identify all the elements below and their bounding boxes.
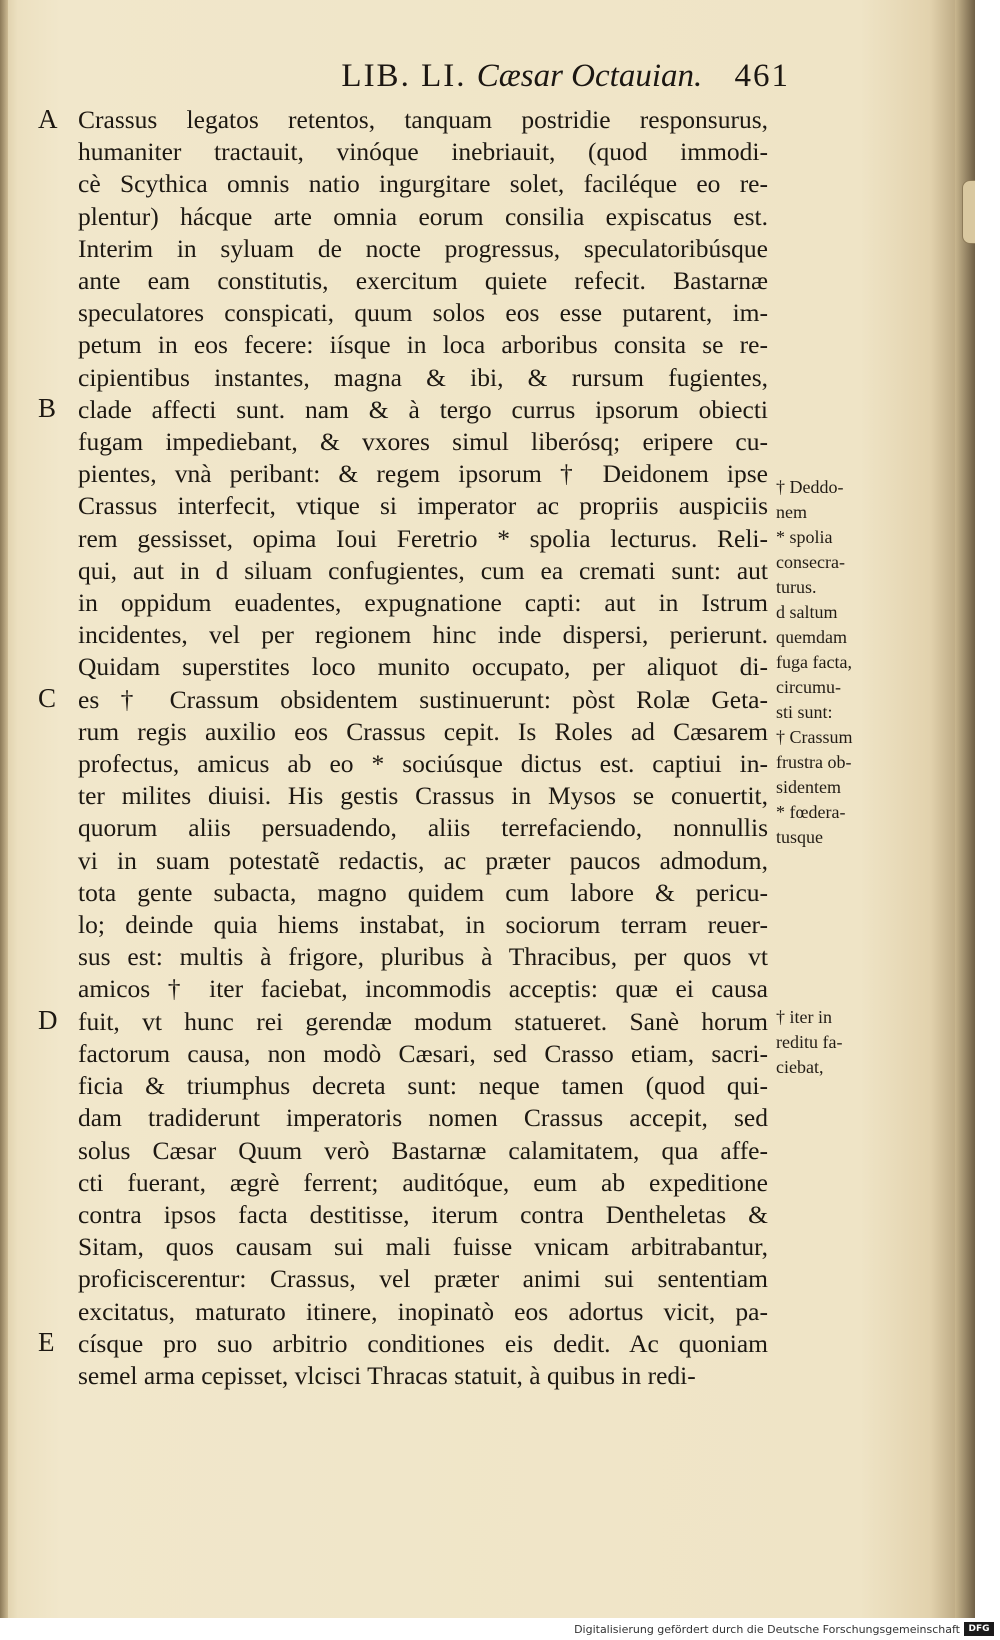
margin-note-line: tusque: [776, 827, 823, 847]
margin-note-line: fuga facta,: [776, 652, 852, 672]
margin-note: [776, 725, 906, 800]
body-text: [78, 104, 768, 1392]
running-title: Cæsar Octauian.: [476, 58, 703, 94]
dfg-logo: DFG: [964, 1622, 994, 1636]
text-line: ter milites diuisi. His gestis Crassus in Mysos se conuertit,: [78, 781, 768, 811]
section-letter-b: B: [38, 393, 57, 423]
text-line: cè Scythica omnis natio ingurgitare solet, faciléque eo re-: [78, 169, 768, 199]
margin-note-line: † Deddo-: [776, 477, 844, 497]
funding-credit: Digitalisierung gefördert durch die Deutsche Forschungsgemeinschaft: [574, 1623, 960, 1636]
text-line: in oppidum euadentes, expugnatione capti: aut in Istrum: [78, 588, 768, 618]
text-line: fuit, vt hunc rei gerendæ modum statueret. Sanè horum: [78, 1006, 768, 1036]
text-line: plentur) hácque arte omnia eorum consilia expiscatus est.: [78, 201, 768, 231]
page-tab: [962, 180, 975, 244]
text-line: incidentes, vel per regionem hinc inde dispersi, perierunt.: [78, 620, 768, 650]
text-line: císque pro suo arbitrio conditiones eis dedit. Ac quoniam: [78, 1328, 768, 1358]
text-line: Sitam, quos causam sui mali fuisse vnicam arbitrabantur,: [78, 1232, 768, 1262]
margin-note: [776, 1005, 906, 1080]
text-line: ficia & triumphus decreta sunt: neque tamen (quod qui-: [78, 1071, 768, 1101]
section-letter-a: A: [38, 104, 58, 134]
margin-note-line: sti sunt:: [776, 702, 833, 722]
text-line: rem gessisset, opima Ioui Feretrio * spolia lecturus. Reli-: [78, 523, 768, 553]
text-line: cti fuerant, ægrè ferrent; auditóque, eum ab expeditione: [78, 1167, 768, 1197]
margin-notes-group-1: [776, 475, 906, 850]
text-line: Interim in syluam de nocte progressus, speculatoribúsque: [78, 233, 768, 263]
margin-note-line: consecra-: [776, 552, 845, 572]
page-number: 461: [734, 58, 790, 94]
margin-note: [776, 475, 906, 525]
text-line: speculatores conspicati, quum solos eos esse putarent, im-: [78, 298, 768, 328]
text-line: sus est: multis à frigore, pluribus à Thracibus, per quos vt: [78, 942, 768, 972]
text-line: factorum causa, non modò Cæsari, sed Crasso etiam, sacri-: [78, 1038, 768, 1068]
text-line: proficiscerentur: Crassus, vel præter animi sui sententiam: [78, 1264, 768, 1294]
text-line: cipientibus instantes, magna & ibi, & rursum fugientes,: [78, 362, 768, 392]
text-line: humaniter tractauit, vinóque inebriauit, (quod immodi-: [78, 137, 768, 167]
text-line: fugam impediebant, & vxores simul liberósq; eripere cu-: [78, 427, 768, 457]
section-letter-d: D: [38, 1005, 58, 1035]
text-line: Quidam superstites loco munito occupato, per aliquot di-: [78, 652, 768, 682]
margin-note: [776, 600, 906, 725]
margin-note-line: turus.: [776, 577, 817, 597]
text-line: Crassus interfecit, vtique si imperator ac propriis auspiciis: [78, 491, 768, 521]
margin-note-line: reditu fa-: [776, 1032, 843, 1052]
text-line: qui, aut in d siluam confugientes, cum ea cremati sunt: aut: [78, 555, 768, 585]
gutter-shadow: [0, 0, 8, 1618]
margin-note: [776, 800, 906, 850]
margin-note-line: frustra ob-: [776, 752, 852, 772]
text-line: excitatus, maturato itinere, inopinatò eos adortus vicit, pa-: [78, 1296, 768, 1326]
section-letter-e: E: [38, 1327, 55, 1357]
text-line: petum in eos fecere: iísque in loca arboribus consita se re-: [78, 330, 768, 360]
margin-note-line: nem: [776, 502, 807, 522]
margin-note-line: d saltum: [776, 602, 838, 622]
text-line: semel arma cepisset, vlcisci Thracas statuit, à quibus in redi-: [78, 1360, 696, 1390]
text-line: clade affecti sunt. nam & à tergo currus ipsorum obiecti: [78, 394, 768, 424]
margin-note-line: circumu-: [776, 677, 841, 697]
text-line: amicos † iter faciebat, incommodis acceptis: quæ ei causa: [78, 974, 768, 1004]
text-line: pientes, vnà peribant: & regem ipsorum † Deidonem ipse: [78, 459, 768, 489]
text-line: ante eam constitutis, exercitum quiete refecit. Bastarnæ: [78, 266, 768, 296]
section-letter-c: C: [38, 683, 57, 713]
margin-note-line: * fœdera-: [776, 802, 846, 822]
margin-note-line: * spolia: [776, 527, 833, 547]
text-line: profectus, amicus ab eo * sociúsque dictus est. captiui in-: [78, 749, 768, 779]
margin-notes-group-2: [776, 1005, 906, 1080]
book-number: LIB. LI.: [341, 58, 467, 94]
text-line: rum regis auxilio eos Crassus cepit. Is Roles ad Cæsarem: [78, 716, 768, 746]
text-line: contra ipsos facta destitisse, iterum contra Dentheletas &: [78, 1199, 768, 1229]
text-line: quorum aliis persuadendo, aliis terrefaciendo, nonnullis: [78, 813, 768, 843]
margin-note-line: ciebat,: [776, 1057, 824, 1077]
margin-note-line: † Crassum: [776, 727, 853, 747]
margin-note: [776, 525, 906, 600]
margin-note-line: † iter in: [776, 1007, 832, 1027]
text-line: solus Cæsar Quum verò Bastarnæ calamitatem, qua affe-: [78, 1135, 768, 1165]
text-line: tota gente subacta, magno quidem cum labore & pericu-: [78, 877, 768, 907]
text-line: Crassus legatos retentos, tanquam postridie responsurus,: [78, 105, 768, 134]
text-line: lo; deinde quia hiems instabat, in sociorum terram reuer-: [78, 910, 768, 940]
text-line: dam tradiderunt imperatoris nomen Crassus accepit, sed: [78, 1103, 768, 1133]
text-line: vi in suam potestatẽ redactis, ac præter paucos admodum,: [78, 845, 768, 875]
margin-note-line: sidentem: [776, 777, 841, 797]
margin-note-line: quemdam: [776, 627, 847, 647]
running-head: [0, 58, 790, 95]
text-line: es † Crassum obsidentem sustinuerunt: pòst Rolæ Geta-: [78, 684, 768, 714]
